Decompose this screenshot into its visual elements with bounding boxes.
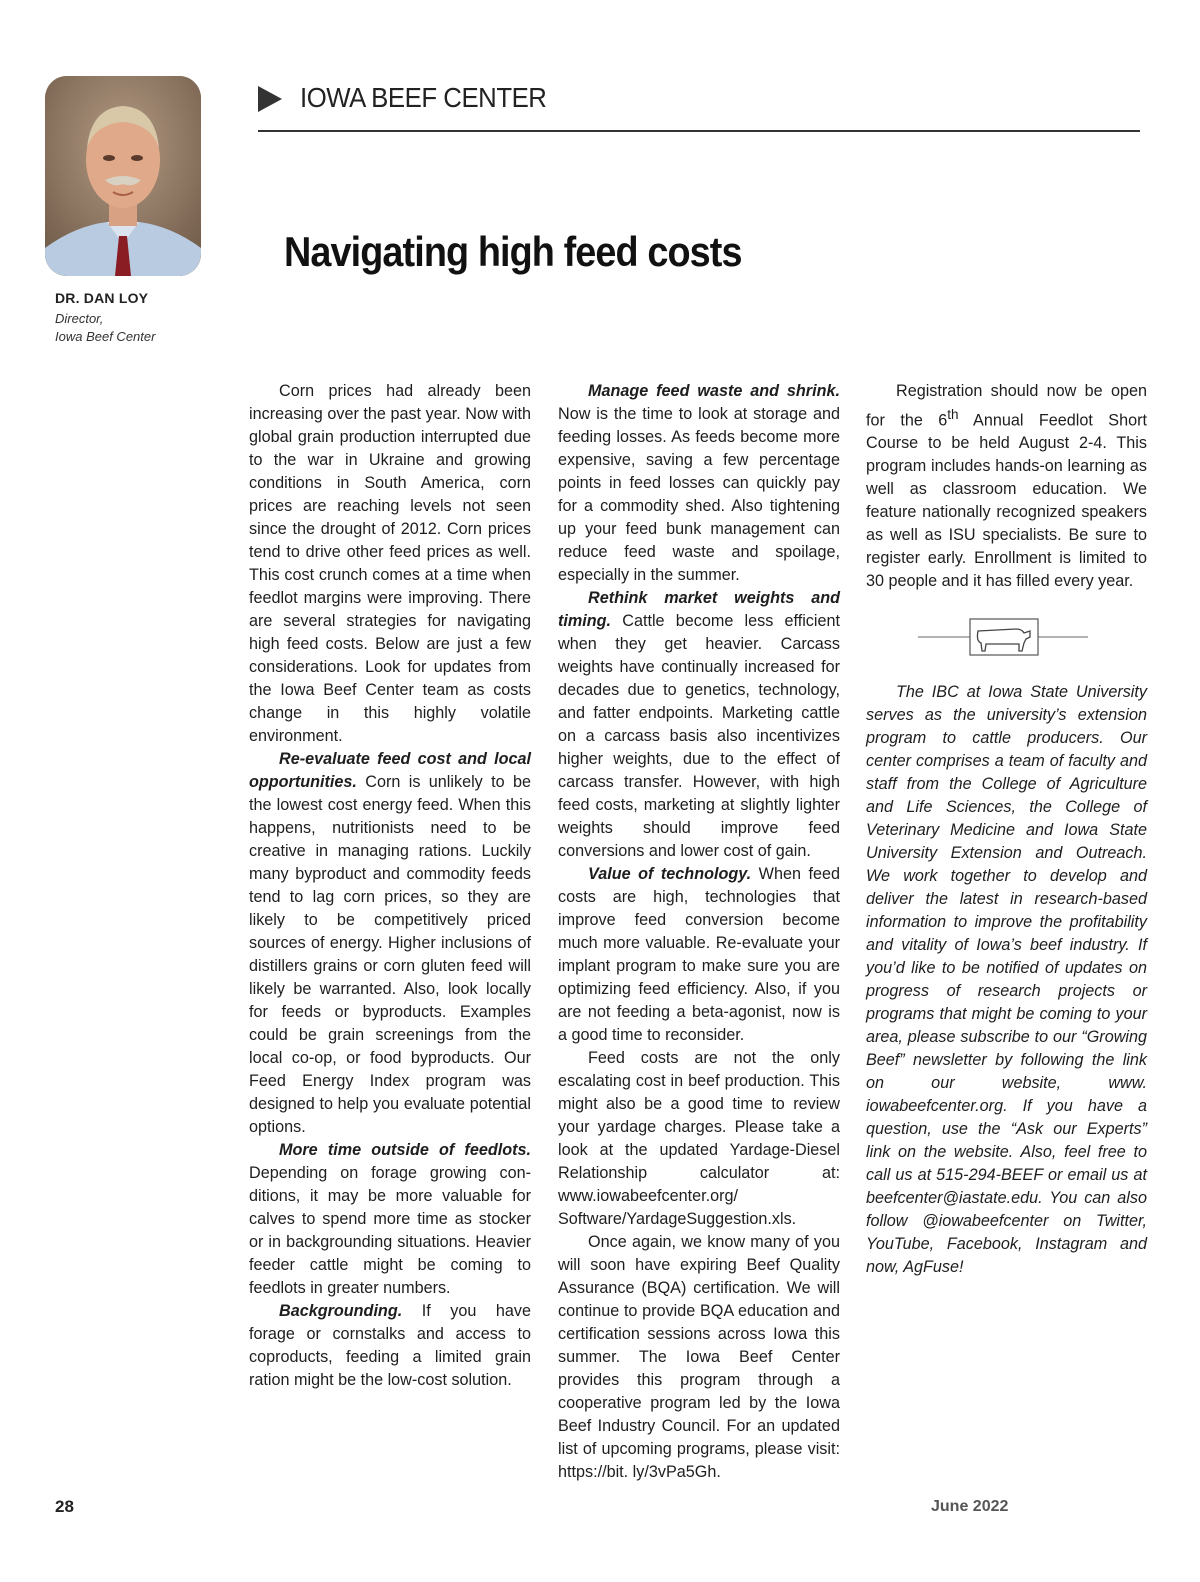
subhead: Backgrounding. <box>279 1302 403 1320</box>
article-headline: Navigating high feed costs <box>284 228 742 275</box>
paragraph: Once again, we know many of you will soon have expiring Beef Quality Assurance (BQA) certification. We will continue to provide BQA education and certification sessions across Iowa this summer. The Iowa Beef Center provides this program through a cooperative program led by the Iowa Beef Industry Council. For an updated list of upcoming programs, please visit: https://bit. ly/3vPa5Gh. <box>558 1233 840 1481</box>
paragraph <box>249 1139 531 1300</box>
subhead: Re-evaluate feed cost and local opportunities. <box>249 750 531 791</box>
paragraph-body: Depending on forage growing conditions, it may be more valuable for calves to spend more time as stocker or in backgrounding situations. Heavier feeder cattle might be coming to feedlots in greater numbers. <box>249 1164 531 1297</box>
paragraph-body: Now is the time to look at storage and feeding losses. As feeds become more expensive, saving a few percentage points in feed losses can quickly pay for a commodity shed. Also tightening up your feed bunk management can reduce feed waste and spoilage, especially in the summer. <box>558 405 840 584</box>
article-column-1 <box>249 380 531 1392</box>
paragraph <box>558 380 840 587</box>
paragraph-body: When feed costs are high, technologies that improve feed conversion become much more valuable. Re-evaluate your implant program to make sure you are optimizing feed efficiency. Also, if you are not feeding a beta-agonist, now is a good time to reconsider. <box>558 865 840 1044</box>
paragraph <box>558 863 840 1047</box>
paragraph-body: Cattle become less efficient when they get heavier. Carcass weights have continually increased for decades due to genetics, technology, and fatter endpoints. Marketing cattle on a carcass basis also incentivizes higher weights, due to the effect of carcass transfer. However, with high feed costs, marketing at slightly lighter weights should improve feed conversions and lower cost of gain. <box>558 612 840 860</box>
paragraph <box>249 1300 531 1392</box>
paragraph: Feed costs are not the only escalating cost in beef production. This might also be a good time to review your yardage charges. Please take a look at the updated Yardage-Diesel Relationship calculator at: www.iowabeefcenter.org/ Software/YardageSuggestion.xls. <box>558 1049 840 1228</box>
cow-divider-icon <box>918 617 1088 657</box>
paragraph <box>558 587 840 863</box>
ordinal-suffix: th <box>947 407 959 422</box>
about-ibc-text: The IBC at Iowa State University serves as the university’s extension program to cattle producers. Our center comprises a team of faculty and staff from the College of Agriculture and Life Sciences, the College of Veterinary Medicine and Iowa State University Extension and Outreach. We work together to develop and deliver the latest in research-based information to improve the profitability and vitality of Iowa’s beef industry. If you’d like to be notified of updates on progress of research projects or programs that might be coming to your area, please subscribe to our “Growing Beef” newsletter by following the link on our website, www. iowabeefcenter.org. If you have a question, use the “Ask our Experts” link on the website. Also, feel free to call us at 515-294-BEEF or email us at beefcenter@iastate.edu. You can also follow @iowabeefcenter on Twitter, YouTube, Facebook, Instagram and now, AgFuse! <box>866 683 1147 1277</box>
subhead: Manage feed waste and shrink. <box>588 382 840 400</box>
author-name: DR. DAN LOY <box>55 290 149 306</box>
author-title: Director, <box>55 311 104 326</box>
author-byline <box>55 290 235 346</box>
article-column-3 <box>866 380 1147 1279</box>
paragraph-body: Registration should now be open for the 6 <box>866 382 1147 430</box>
paragraph-body: If you have forage or cornstalks and access to coproducts, feeding a limited grain ration might be the low-cost solution. <box>249 1302 531 1389</box>
section-header <box>258 80 1140 132</box>
article-column-2 <box>558 380 840 1484</box>
paragraph-body: Annual Feedlot Short Course to be held August 2-4. This program includes hands-on learning as well as classroom education. We feature nationally recognized speakers as well as ISU specialists. Be sure to register early. Enrollment is limited to 30 people and it has filled every year. <box>866 411 1147 591</box>
issue-date: June 2022 <box>931 1498 1009 1515</box>
section-title: IOWA BEEF CENTER <box>300 82 547 113</box>
subhead: More time outside of feedlots. <box>279 1141 531 1159</box>
section-arrow-icon <box>258 86 282 112</box>
author-role <box>55 310 235 346</box>
paragraph <box>866 380 1147 593</box>
paragraph <box>249 748 531 1139</box>
paragraph-body: Corn is unlikely to be the lowest cost energy feed. When this happens, nutritionists need to be creative in managing rations. Luckily many byproduct and commodity feeds tend to lag corn prices, so they are likely to be competitively priced sources of energy. Higher inclusions of distillers grains or corn gluten feed will likely be warranted. Also, look locally for feeds or byproducts. Examples could be grain screenings from the local co-op, or food byproducts. Our Feed Energy Index program was designed to help you evaluate potential options. <box>249 773 531 1136</box>
page-number: 28 <box>55 1497 74 1516</box>
author-organization: Iowa Beef Center <box>55 329 156 344</box>
author-photo <box>45 76 201 276</box>
paragraph: Corn prices had already been increasing over the past year. Now with global grain production interrupted due to the war in Ukraine and growing conditions in South America, corn prices are reaching levels not seen since the drought of 2012. Corn prices tend to drive other feed prices as well. This cost crunch comes at a time when feedlot margins were improving. There are several strategies for navigating high feed costs. Below are just a few considerations. Look for updates from the Iowa Beef Center team as costs change in this highly volatile environment. <box>249 382 531 745</box>
subhead: Rethink market weights and timing. <box>558 589 840 630</box>
subhead: Value of technology. <box>588 865 752 883</box>
